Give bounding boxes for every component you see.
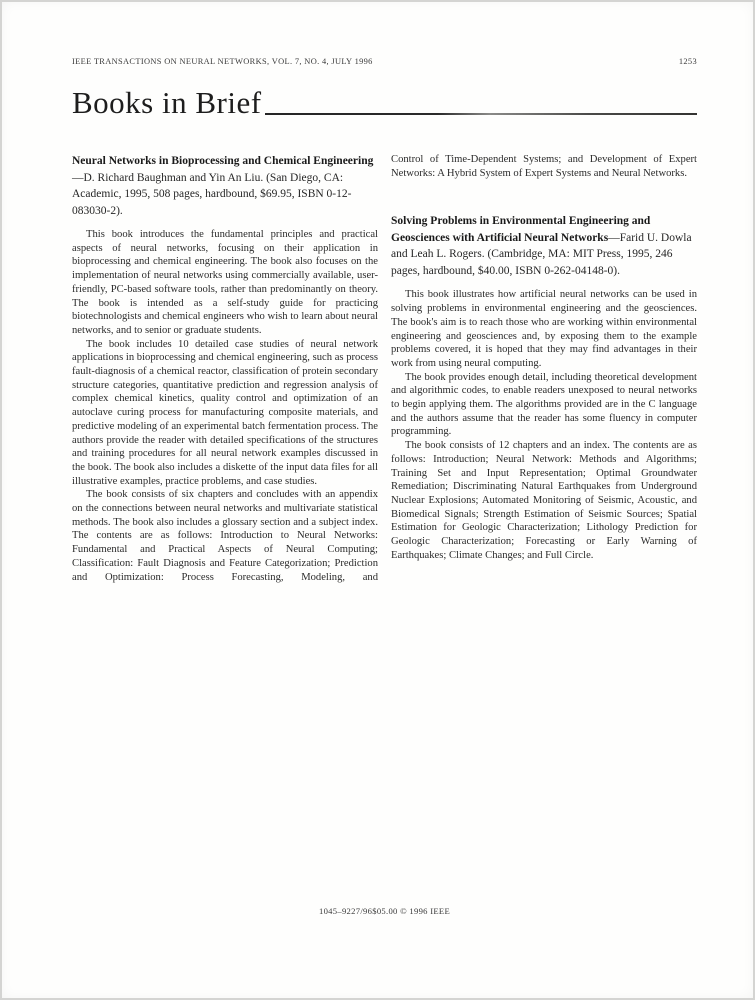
- running-head: [72, 57, 697, 66]
- book2-paragraph-3: The book consists of 12 chapters and an index. The contents are as follows: Introduction; Neural Network: Methods and Algorithms; Training Set and Input Representation; Optimal Groundwater Remediation; Discriminating Natural Earthquakes from Underground Nuclear Explosions; Automated Monitoring of Seismic, Acoustic, and Biomedical Signals; Strength Estimation of Seismic Sources; Spatial Estimation for Geologic Characterization; Lithology Prediction for Geologic Characterization; Forecasting or Early Warning of Earthquakes; Climate Changes; and Full Circle.: [391, 440, 697, 561]
- book1-citation: —D. Richard Baughman and Yin An Liu. (San Diego, CA: Academic, 1995, 508 pages, hardbound, $69.95, ISBN 0-12-083030-2).: [72, 171, 352, 217]
- book2-paragraph-2: The book provides enough detail, including theoretical development and algorithmic codes, to enable readers unexposed to neural networks to begin applying them. The algorithms provided are in the C language and the authors assume that the reader has some fluency in computer programming.: [391, 371, 697, 438]
- book2-paragraph-1: This book illustrates how artificial neural networks can be used in solving problems in environmental engineering and the geosciences. The book's aim is to reach those who are working within environmental engineering and geosciences and, by exposing them to the example problems covered, it is hoped that they may find advantages in their work from using neural computing.: [391, 289, 697, 369]
- copyright-footer: 1045–9227/96$05.00 © 1996 IEEE: [318, 906, 451, 916]
- two-column-content: [72, 153, 697, 584]
- title-rule: [265, 113, 697, 115]
- book1-paragraph-3: The book consists of six chapters and concludes with an appendix on the connections between neural networks and multivariate statistical methods. The book also includes a glossary section and a subject index. The contents are as follows: Introduction to Neural Networks: Fundamental and Practical Aspects of Neural Computing; Classification: Fault Diagnosis and Feature Categorization; Prediction and Optimization: Process Forecasting, Modeling, and: [72, 489, 378, 583]
- section-title-row: [72, 86, 697, 120]
- right-column: [391, 153, 697, 584]
- book1-continuation-paragraph: Control of Time-Dependent Systems; and Development of Expert Networks: A Hybrid System of Expert Systems and Neural Networks.: [391, 154, 697, 179]
- book1-heading: [72, 153, 378, 219]
- book2-citation: —Farid U. Dowla and Leah L. Rogers. (Cambridge, MA: MIT Press, 1995, 246 pages, hardbound, $40.00, ISBN 0-262-04148-0).: [391, 231, 692, 277]
- book2-section: [391, 213, 697, 562]
- book1-paragraph-1: This book introduces the fundamental principles and practical aspects of neural networks, focusing on their application in bioprocessing and chemical engineering. The book also focuses on the implementation of neural networks using commercially available, user-friendly, PC-based software tools, rather than predominantly on theory. The book is intended as a self-study guide for practicing biotechnologists and chemical engineers who wish to learn about neural networks, and to senior or graduate students.: [72, 229, 378, 336]
- section-title: Books in Brief: [72, 85, 262, 120]
- book2-title: Solving Problems in Environmental Engineering and Geosciences with Artificial Neural Networks: [391, 215, 651, 244]
- book1-title: Neural Networks in Bioprocessing and Chemical Engineering: [72, 155, 374, 167]
- book1-paragraph-2: The book includes 10 detailed case studies of neural network applications in bioprocessing and chemical engineering, such as process fault-diagnosis of a chemical reactor, classification of protein secondary structure categories, quantitative prediction and regression analysis of complex chemical kinetics, quality control and optimization of an autoclave curing process for manufacturing composite materials, and predictive modeling of an experimental batch fermentation process. The authors provide the reader with detailed specifications of the structures and training procedures for all neural network examples discussed in the book. The book also includes a diskette of the input data files for all illustrative examples, practice problems, and case studies.: [72, 338, 378, 487]
- book2-heading: [391, 213, 697, 279]
- left-column: [72, 153, 378, 584]
- page-number: 1253: [678, 57, 697, 66]
- journal-header: IEEE TRANSACTIONS ON NEURAL NETWORKS, VOL. 7, NO. 4, JULY 1996: [72, 57, 373, 66]
